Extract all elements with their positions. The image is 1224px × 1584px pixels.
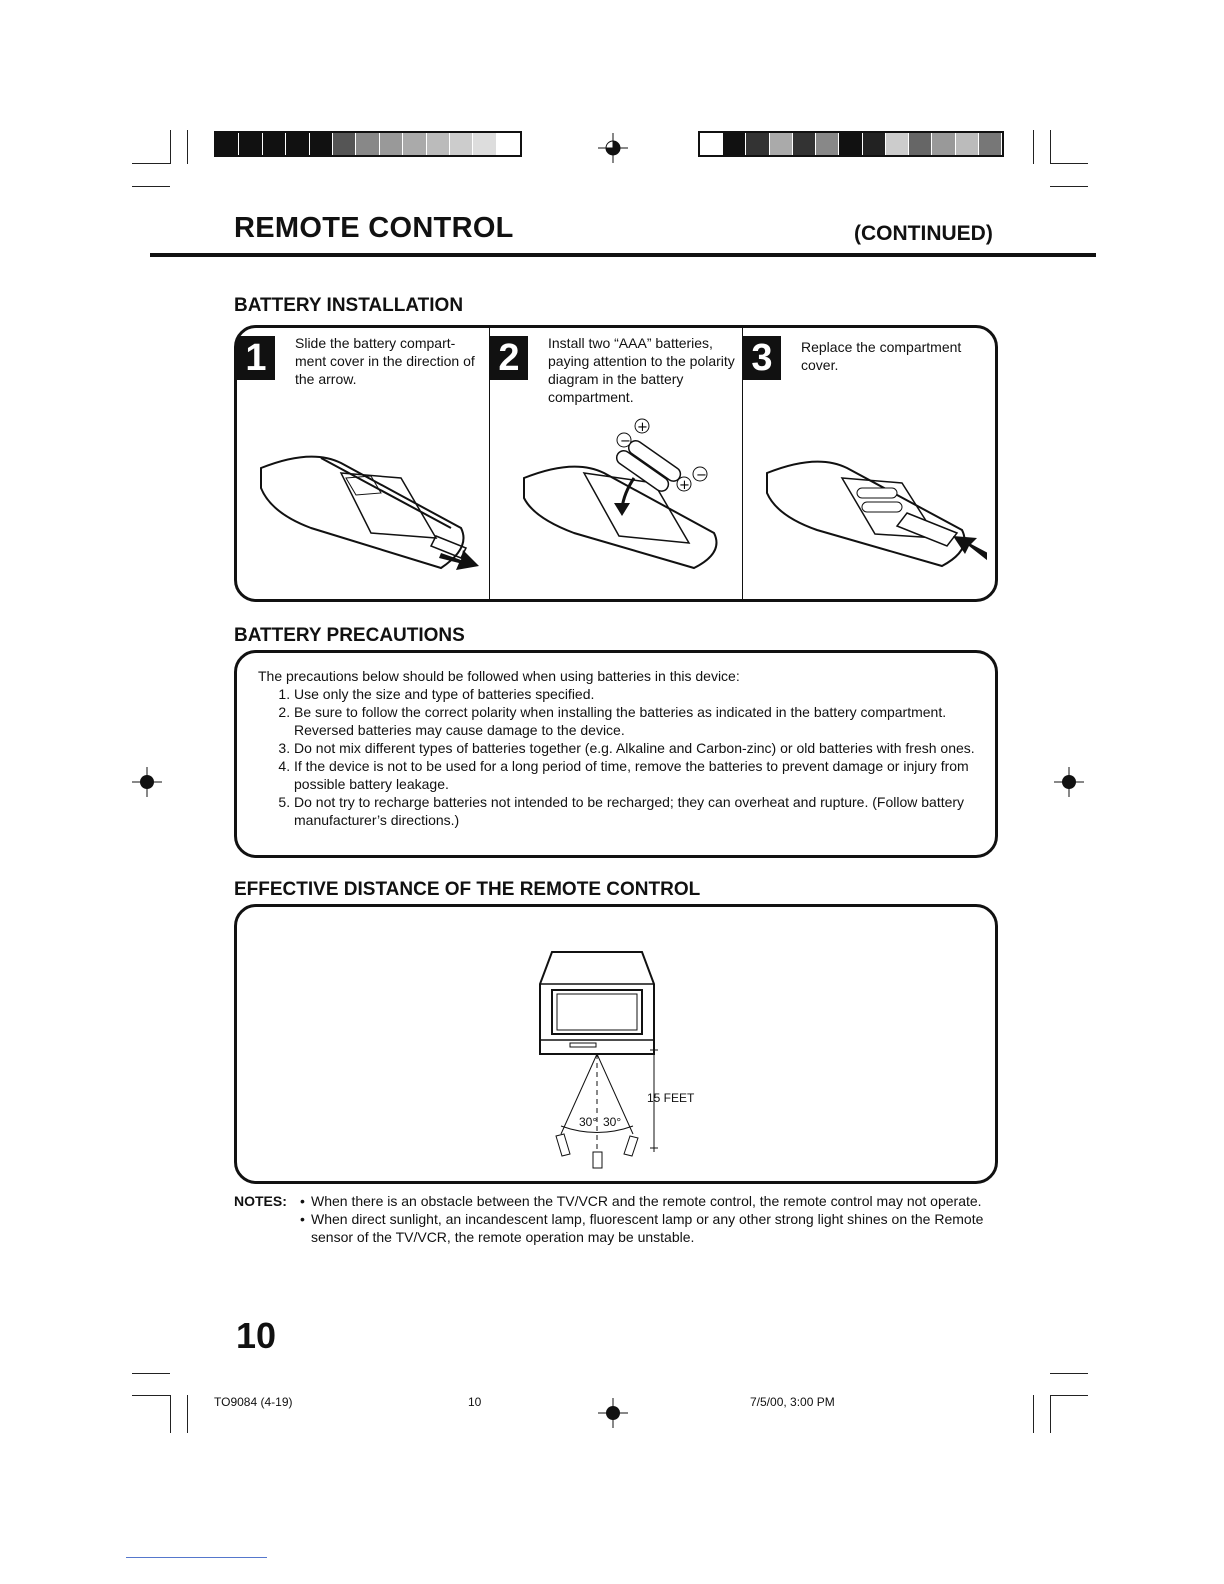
title-rule bbox=[150, 253, 1096, 257]
step-1 bbox=[237, 328, 490, 599]
remote-open-cover-illustration bbox=[251, 418, 481, 588]
continued-label: (CONTINUED) bbox=[854, 222, 993, 245]
step-2 bbox=[490, 328, 743, 599]
note-item: • When direct sunlight, an incandescent lamp, fluorescent lamp or any other strong light shines on the Remote sensor of the TV/VCR, the remote operation may be unstable. bbox=[300, 1211, 984, 1245]
remote-insert-batteries-illustration bbox=[504, 418, 734, 588]
effective-distance-heading: EFFECTIVE DISTANCE OF THE REMOTE CONTROL bbox=[234, 879, 701, 900]
svg-text:+: + bbox=[679, 478, 690, 493]
list-item: 1. Use only the size and type of batteries specified. bbox=[294, 685, 975, 703]
battery-installation-panel bbox=[234, 325, 998, 602]
list-item: 2. Be sure to follow the correct polarity when installing the batteries as indicated in the battery compartment. Reversed batteries may cause damage to the device. bbox=[294, 703, 975, 739]
registration-mark-icon bbox=[1054, 767, 1084, 797]
notes bbox=[234, 1192, 994, 1246]
step-text: Replace the compartment cover. bbox=[801, 339, 962, 373]
note-item: • When there is an obstacle between the TV/VCR and the remote control, the remote control may not operate. bbox=[300, 1193, 982, 1209]
battery-installation-heading: BATTERY INSTALLATION bbox=[234, 295, 464, 316]
list-item: 5. Do not try to recharge batteries not intended to be recharged; they can overheat and rupture. (Follow battery manufacturer’s directions.) bbox=[294, 793, 975, 829]
svg-text:−: − bbox=[696, 468, 707, 483]
step-number: 1 bbox=[237, 336, 275, 380]
distance-label: 15 FEET bbox=[647, 1091, 695, 1105]
svg-text:−: − bbox=[620, 434, 631, 449]
step-3 bbox=[743, 328, 995, 599]
registration-mark-icon bbox=[598, 133, 628, 163]
footer-date: 7/5/00, 3:00 PM bbox=[750, 1395, 835, 1409]
footer-page: 10 bbox=[468, 1395, 482, 1409]
effective-distance-panel bbox=[234, 904, 998, 1184]
svg-text:+: + bbox=[637, 420, 648, 435]
footer-code: TO9084 (4-19) bbox=[214, 1395, 293, 1409]
page-number: 10 bbox=[236, 1315, 277, 1356]
battery-precautions-panel bbox=[234, 650, 998, 858]
footer-underline bbox=[126, 1557, 267, 1558]
precautions-list bbox=[255, 685, 975, 829]
tv-distance-diagram bbox=[234, 904, 998, 1184]
list-item: 4. If the device is not to be used for a long period of time, remove the batteries to prevent damage or injury from possible battery leakage. bbox=[294, 757, 975, 793]
battery-precautions-heading: BATTERY PRECAUTIONS bbox=[234, 625, 465, 646]
registration-mark-icon bbox=[132, 767, 162, 797]
list-item: 3. Do not mix different types of batteries together (e.g. Alkaline and Carbon-zinc) or old batteries with fresh ones. bbox=[294, 739, 975, 757]
step-text: Slide the battery compart-ment cover in the direction of the arrow. bbox=[295, 335, 475, 387]
remote-close-cover-illustration bbox=[757, 418, 987, 588]
precautions-intro: The precautions below should be followed when using batteries in this device: bbox=[258, 668, 740, 684]
step-number: 2 bbox=[490, 336, 528, 380]
notes-label: NOTES: bbox=[234, 1193, 287, 1209]
angle-right-label: 30° bbox=[603, 1115, 622, 1129]
page-title: REMOTE CONTROL bbox=[234, 212, 514, 244]
step-text: Install two “AAA” batteries, paying attention to the polarity diagram in the battery compartment. bbox=[548, 335, 735, 405]
angle-left-label: 30° bbox=[579, 1115, 598, 1129]
registration-mark-icon bbox=[598, 1398, 628, 1428]
color-bar-left bbox=[214, 131, 522, 157]
color-bar-right bbox=[698, 131, 1004, 157]
step-number: 3 bbox=[743, 336, 781, 380]
